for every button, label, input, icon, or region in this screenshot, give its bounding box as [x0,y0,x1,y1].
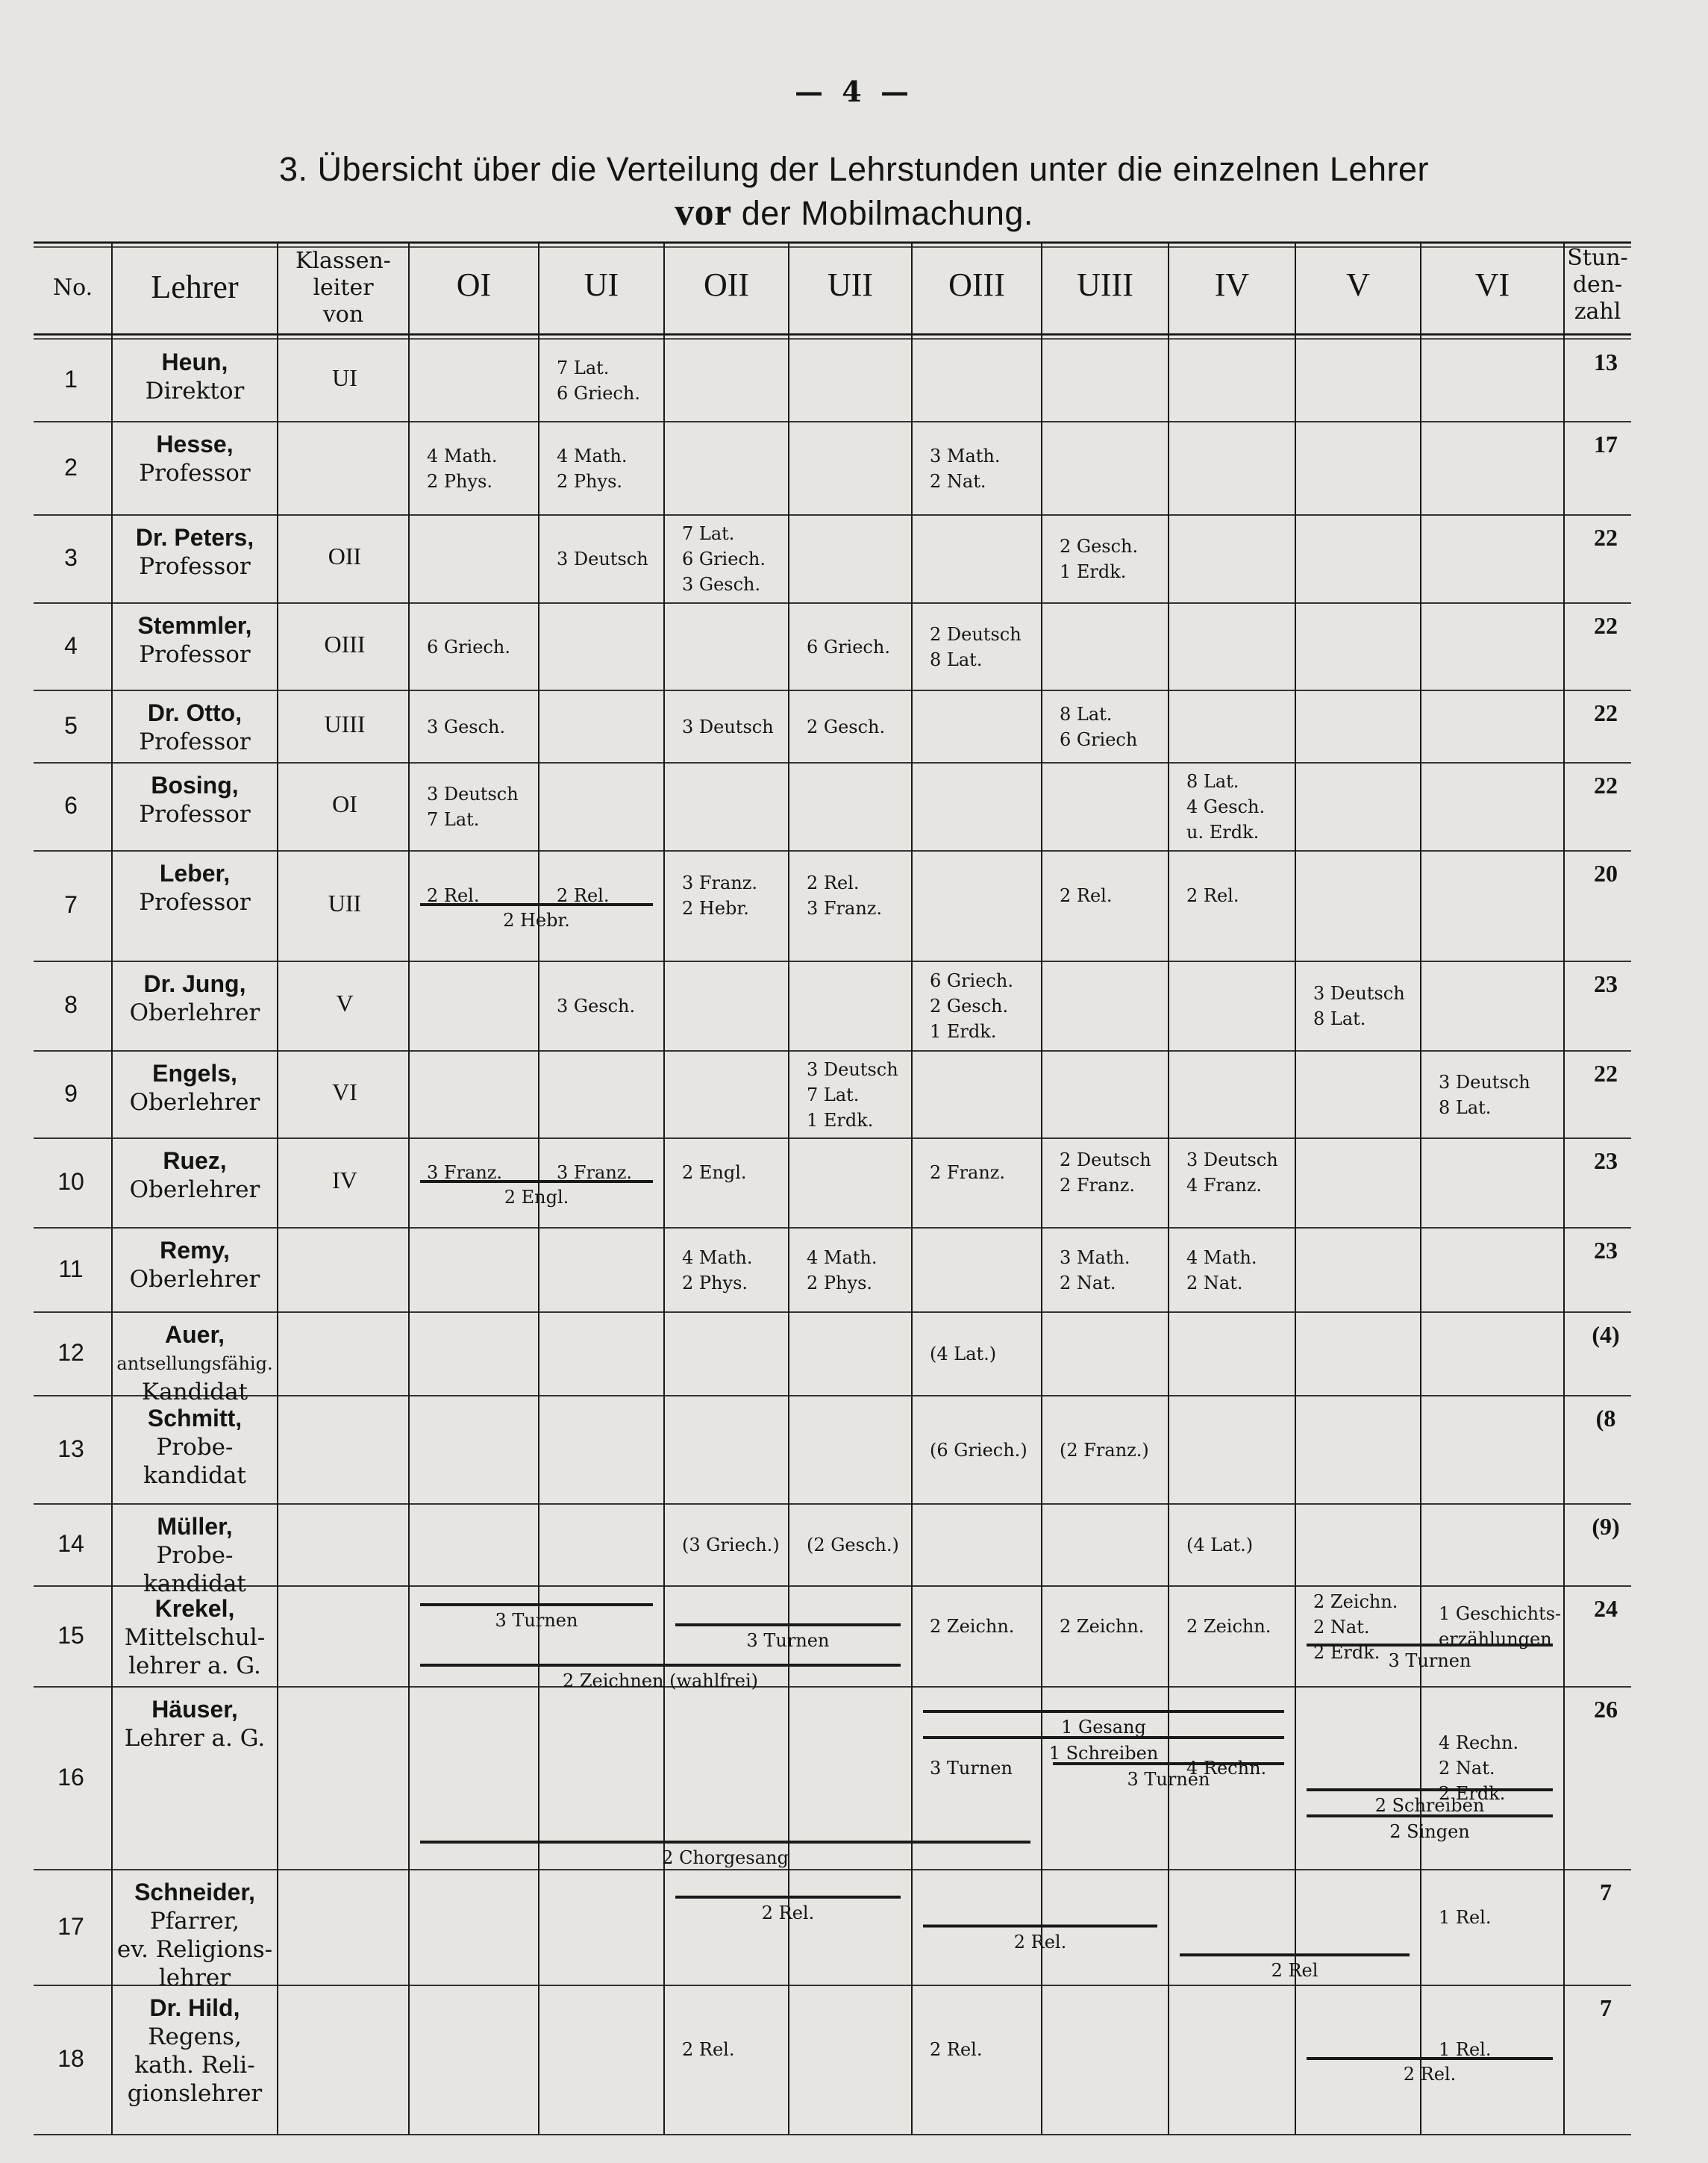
teacher-surname: Auer, [164,1321,225,1348]
lesson-span: 1 Schreiben [1048,1743,1159,1764]
lesson-line: 6 Griech. [682,549,766,569]
lesson-line: 3 Gesch. [557,996,636,1017]
lesson-line: 3 Franz. [807,898,883,919]
stundenzahl-value: 13 [1594,349,1618,375]
header-stundenzahl-line: den- [1572,272,1623,298]
lesson-line: 2 Franz. [1060,1175,1136,1196]
header-class-uii: UII [827,266,874,303]
teacher-name [94,770,295,828]
teacher-role: lehrer a. G. [128,1652,261,1679]
stundenzahl-value: 20 [1594,860,1618,887]
teacher-role: Lehrer a. G. [124,1725,266,1752]
lesson-line: 1 Rel. [1439,1906,1492,1928]
row-number: 10 [57,1168,84,1195]
row-number: 15 [57,1621,84,1649]
lesson-cell [1060,883,1112,908]
lesson-line: (4 Lat.) [930,1343,997,1364]
lesson-line: 6 Griech. [807,636,890,658]
lesson-cell [682,1245,753,1296]
teacher-role: Regens, [148,2023,242,2050]
stundenzahl-value: 22 [1594,699,1618,726]
lesson-line: 1 Geschichts- [1439,1602,1562,1624]
row-number: 2 [64,453,78,481]
teacher-surname: Engels, [152,1060,237,1087]
lesson-line: 3 Deutsch [427,784,519,805]
stundenzahl-value: 22 [1594,612,1618,639]
row-number: 9 [64,1079,78,1107]
row-number: 11 [58,1255,84,1282]
lesson-line: 4 Rechn. [1439,1732,1519,1753]
lesson-line: 3 Deutsch [1439,1071,1530,1093]
lesson-span: 2 Engl. [504,1187,569,1208]
lesson-line: 2 Nat. [1313,1617,1370,1638]
lesson-cell [930,622,1022,672]
header-class-v: V [1346,266,1370,303]
lesson-cell [1186,883,1239,908]
stundenzahl-value: (8 [1595,1405,1616,1432]
lesson-line: 2 Gesch. [807,716,886,737]
teacher-role: Mittelschul- [124,1624,266,1651]
lesson-line: 4 Gesch. [1186,796,1266,817]
header-class-oii: OII [703,266,750,303]
lesson-line: 4 Franz. [1186,1175,1263,1196]
lesson-cell [930,2037,982,2062]
klassenleiter-value: OI [332,790,357,817]
lesson-line: 2 Rel. [1186,885,1239,906]
row-number: 5 [64,711,78,739]
lesson-line: 4 Math. [427,445,498,466]
lesson-cell [1313,981,1405,1031]
lesson-span: 2 Rel. [1403,2064,1457,2085]
teacher-name [94,347,295,405]
teacher-surname: Ruez, [163,1147,227,1174]
lesson-cell [807,1057,898,1133]
lesson-line: 2 Rel. [682,2039,735,2060]
lesson-line: 3 Gesch. [427,716,506,737]
lesson-line: 6 Griech. [930,970,1013,991]
row-number: 8 [64,991,78,1018]
lesson-line: 2 Rel. [807,873,860,893]
lesson-line: 2 Nat. [1186,1272,1243,1293]
lesson-cell [682,1532,780,1558]
lesson-line: 3 Deutsch [807,1058,898,1080]
lesson-line: 4 Math. [1186,1246,1257,1268]
header-stundenzahl-line: Stun- [1567,245,1628,271]
lesson-line: erzählungen [1439,1628,1552,1649]
lesson-cell [557,1160,632,1185]
header-class-uiii: UIII [1077,266,1133,303]
row-number: 17 [57,1912,84,1940]
lesson-cell [427,781,519,832]
header-klassenleiter-line: leiter [313,275,374,301]
lesson-line: 2 Phys. [682,1272,748,1293]
teacher-surname: Bosing, [151,772,239,799]
lesson-cell [1186,1532,1253,1558]
lesson-line: 3 Turnen [930,1757,1013,1779]
teacher-surname: Dr. Peters, [135,524,254,551]
teacher-surname: Dr. Otto, [147,699,243,726]
row-number: 7 [64,891,78,918]
lesson-line: (6 Griech.) [930,1439,1027,1461]
teacher-surname: Schneider, [134,1879,255,1906]
lesson-cell [1439,1601,1561,1652]
stundenzahl-value: 17 [1594,431,1618,458]
lesson-cell [1060,702,1137,752]
klassenleiter-value: OII [328,543,362,569]
teacher-name [94,611,295,669]
teacher-role: kandidat [143,1570,246,1597]
lesson-line: 4 Math. [807,1246,878,1268]
lesson-span: 2 Schreiben [1374,1795,1485,1816]
lesson-line: 3 Franz. [557,1162,633,1183]
lesson-line: (2 Gesch.) [807,1535,899,1555]
lesson-line: 7 Lat. [682,523,735,544]
klassenleiter-value: UIII [324,710,366,737]
lesson-cell [1060,1438,1149,1463]
header-lehrer: Lehrer [151,269,239,305]
teacher-role: Professor [139,728,251,755]
lesson-line: (3 Griech.) [682,1535,780,1555]
klassenleiter-value: VI [332,1078,357,1105]
teacher-role: Professor [139,641,251,668]
teacher-surname: Heun, [161,349,228,375]
lesson-line: 8 Lat. [1313,1008,1366,1029]
teacher-role: Kandidat [141,1379,248,1405]
row-number: 14 [57,1530,84,1557]
lesson-line: 2 Franz. [930,1162,1006,1183]
teacher-role: lehrer [158,1964,231,1991]
lesson-line: 8 Lat. [1060,703,1113,725]
lesson-cell [807,1532,899,1558]
teacher-name [94,1877,295,1992]
lesson-cell [1186,1614,1271,1639]
teacher-name [94,1694,295,1752]
teacher-role: ev. Religions- [116,1936,273,1963]
klassenleiter-value: UII [328,890,362,917]
lesson-line: u. Erdk. [1186,822,1260,843]
klassenleiter-value: OIII [324,630,366,658]
lesson-line: 3 Math. [930,445,1001,466]
teacher-role: Oberlehrer [129,1266,260,1293]
teacher-surname: Häuser, [151,1696,238,1723]
lesson-line: 2 Rel. [930,2039,983,2060]
lesson-cell [427,883,479,908]
lesson-cell [1186,769,1265,845]
teacher-name [94,1235,295,1293]
lesson-cell [557,443,628,494]
lesson-cell [557,546,648,572]
lesson-cell [1439,1905,1491,1930]
teacher-role: Professor [139,889,251,916]
lesson-cell [930,443,1001,494]
lesson-line: 2 Deutsch [1060,1149,1151,1170]
header-stundenzahl-line: zahl [1574,299,1621,325]
header-class-oi: OI [456,266,492,303]
teacher-surname: Dr. Hild, [149,1994,240,2021]
teacher-name [94,1058,295,1117]
lesson-line: 2 Zeichn. [1313,1591,1398,1612]
lesson-line: 3 Franz. [427,1162,503,1183]
teacher-surname: Leber, [159,860,231,887]
teacher-role: Pfarrer, [149,1908,240,1935]
lesson-cell [1439,1070,1530,1120]
header-class-ui: UI [584,266,619,303]
stundenzahl-value: 7 [1600,1879,1612,1906]
lesson-cell [1060,1147,1151,1198]
lesson-line: 2 Engl. [682,1162,747,1183]
lesson-cell [557,993,635,1019]
header-klassenleiter [278,248,409,328]
stundenzahl-value: 22 [1594,524,1618,551]
lesson-span: 3 Turnen [1127,1769,1210,1790]
lesson-line: 2 Erdk. [1439,1782,1506,1804]
header-klassenleiter-line: von [322,302,364,328]
lesson-span: 2 Rel [1271,1960,1318,1982]
teacher-role: Probe- [156,1434,234,1461]
lesson-line: 2 Gesch. [930,996,1009,1017]
title-line-1: 3. Übersicht über die Verteilung der Lehrstunden unter die einzelnen Lehrer [279,150,1429,188]
lesson-line: 3 Gesch. [682,574,761,595]
teacher-name [94,1594,295,1680]
lesson-cell [930,1341,996,1367]
lesson-span: 1 Gesang [1061,1717,1146,1738]
lesson-cell [682,870,757,921]
lesson-cell [1060,534,1138,584]
teacher-name [94,1320,295,1406]
lesson-line: 2 Zeichn. [1060,1615,1145,1637]
lesson-line: 8 Lat. [1186,771,1239,792]
lesson-span: 2 Singen [1389,1821,1470,1842]
lesson-cell [682,2037,734,2062]
lesson-cell [1439,2037,1491,2062]
lesson-line: 2 Zeichn. [1186,1615,1271,1637]
lesson-cell [682,521,766,597]
header-stundenzahl [1564,245,1631,325]
teacher-role: kandidat [143,1462,246,1489]
klassenleiter-value: IV [332,1167,357,1193]
lesson-line: 2 Rel. [427,885,480,906]
lesson-line: 1 Erdk. [807,1109,874,1131]
header-klassenleiter-line: Klassen- [295,248,391,274]
title-emphasis: vor [675,191,732,234]
teacher-role: Professor [139,553,251,580]
lesson-line: 3 Deutsch [1313,983,1405,1004]
lesson-line: 8 Lat. [1439,1096,1492,1118]
lesson-span: 2 Chorgesang [662,1847,789,1868]
lesson-span: 2 Hebr. [503,910,570,931]
teacher-role: kath. Reli- [134,2052,255,2079]
teacher-name [94,429,295,487]
lesson-line: (2 Franz.) [1060,1439,1149,1461]
lesson-line: 3 Franz. [682,873,758,893]
lesson-cell [427,1160,502,1185]
stundenzahl-value: (9) [1592,1513,1620,1540]
lesson-line: 2 Hebr. [682,898,749,919]
stundenzahl-value: 24 [1594,1595,1618,1622]
row-number: 12 [57,1339,84,1366]
teacher-surname: Müller, [157,1513,233,1540]
row-number: 18 [57,2045,84,2072]
lesson-cell [807,1245,878,1296]
lesson-cell [427,634,510,660]
lesson-line: 2 Nat. [1060,1272,1116,1293]
lesson-line: 3 Deutsch [682,716,774,737]
lesson-line: 4 Rechn. [1186,1757,1267,1779]
lesson-line: 7 Lat. [557,358,610,378]
lesson-cell [930,1438,1027,1463]
lesson-span: 3 Turnen [495,1610,578,1631]
header-no: No. [52,275,93,301]
stundenzahl-value: 7 [1600,1994,1612,2021]
page-number: — 4 — [795,75,913,108]
lesson-span: 2 Rel. [761,1902,815,1923]
lesson-line: 6 Griech. [557,383,640,404]
lesson-line: 2 Gesch. [1060,536,1139,557]
lesson-cell [930,1160,1005,1185]
lesson-line: 6 Griech. [427,636,510,658]
lesson-cell [557,883,609,908]
row-number: 13 [57,1435,84,1462]
teacher-surname: Dr. Jung, [143,970,246,997]
stundenzahl-value: 23 [1594,970,1618,997]
lesson-line: 4 Math. [557,445,628,466]
lesson-span: 2 Rel. [1013,1931,1067,1953]
lesson-cell [807,870,882,921]
lesson-cell [930,968,1013,1044]
teacher-name [94,1993,295,2108]
lesson-line: 8 Lat. [930,649,983,670]
lesson-line: 2 Nat. [1439,1757,1495,1779]
lesson-span: 3 Turnen [746,1630,830,1651]
lesson-line: 2 Nat. [930,470,986,492]
row-number: 4 [64,631,78,659]
teacher-name [94,1511,295,1598]
teacher-surname: Stemmler, [137,612,252,639]
teacher-name [94,969,295,1027]
teacher-name [94,1403,295,1490]
row-number: 16 [57,1763,84,1791]
lesson-line: 6 Griech [1060,728,1138,750]
lesson-line: 1 Rel. [1439,2039,1492,2060]
lesson-cell [682,1160,747,1185]
teacher-role: Professor [139,801,251,828]
lesson-cell [427,443,498,494]
lesson-cell [427,714,505,740]
teacher-name [94,858,295,917]
lesson-line: 2 Phys. [427,470,493,492]
teacher-surname: Schmitt, [147,1405,243,1432]
teacher-role: gionslehrer [127,2080,263,2107]
lesson-line: 3 Math. [1060,1246,1130,1268]
klassenleiter-value: UI [332,364,357,391]
teacher-surname: Hesse, [156,431,234,458]
lesson-line: 2 Deutsch [930,623,1022,645]
lesson-line: 2 Rel. [1060,885,1113,906]
teacher-role: Probe- [156,1542,234,1569]
lesson-line: 3 Deutsch [1186,1149,1278,1170]
lesson-cell [682,714,774,740]
teacher-name [94,698,295,756]
lesson-line: 4 Math. [682,1246,753,1268]
lesson-line: 2 Erdk. [1313,1642,1380,1663]
teacher-role: Professor [139,460,251,487]
stundenzahl-value: 22 [1594,1060,1618,1087]
lesson-line: 7 Lat. [807,1084,860,1105]
teacher-name [94,522,295,581]
lesson-line: 2 Phys. [557,470,623,492]
teacher-surname: Krekel, [154,1595,235,1622]
stundenzahl-value: 23 [1594,1237,1618,1264]
row-number: 3 [64,544,78,571]
lesson-line: 3 Deutsch [557,549,648,569]
teacher-surname: Remy, [160,1237,230,1264]
teacher-role: Direktor [145,378,245,405]
stundenzahl-value: 26 [1594,1696,1618,1723]
lesson-line: 1 Erdk. [1060,561,1127,582]
lesson-line: 7 Lat. [427,809,480,830]
lesson-line: 1 Erdk. [930,1021,997,1042]
row-number: 1 [64,366,78,393]
lesson-cell [807,714,885,740]
lesson-line: 2 Zeichn. [930,1615,1015,1637]
teacher-role: Oberlehrer [129,999,260,1026]
header-class-oiii: OIII [948,266,1005,303]
lesson-line: 2 Rel. [557,885,610,906]
lesson-cell [557,355,640,406]
lesson-cell [807,634,890,660]
lesson-cell [1060,1614,1144,1639]
lesson-span: 2 Zeichnen (wahlfrei) [562,1670,759,1691]
lesson-cell [1060,1245,1130,1296]
row-number: 6 [64,792,78,819]
title-rest: der Mobilmachung. [731,194,1033,232]
teacher-role: Oberlehrer [129,1089,260,1116]
teacher-role: Oberlehrer [129,1176,260,1203]
lesson-cell [1186,1245,1257,1296]
lesson-cell [1186,1147,1278,1198]
lesson-cell [930,1614,1014,1639]
lesson-span: 3 Turnen [1388,1650,1471,1671]
header-class-iv: IV [1214,266,1250,303]
header-class-vi: VI [1474,266,1510,303]
stundenzahl-value: (4) [1592,1321,1620,1348]
stundenzahl-value: 23 [1594,1147,1618,1174]
stundenzahl-value: 22 [1594,772,1618,799]
klassenleiter-value: V [336,990,354,1017]
lesson-line: (4 Lat.) [1186,1535,1254,1555]
teacher-name [94,1146,295,1204]
teacher-role: antsellungsfähig. [116,1353,273,1374]
lesson-line: 2 Phys. [807,1272,873,1293]
